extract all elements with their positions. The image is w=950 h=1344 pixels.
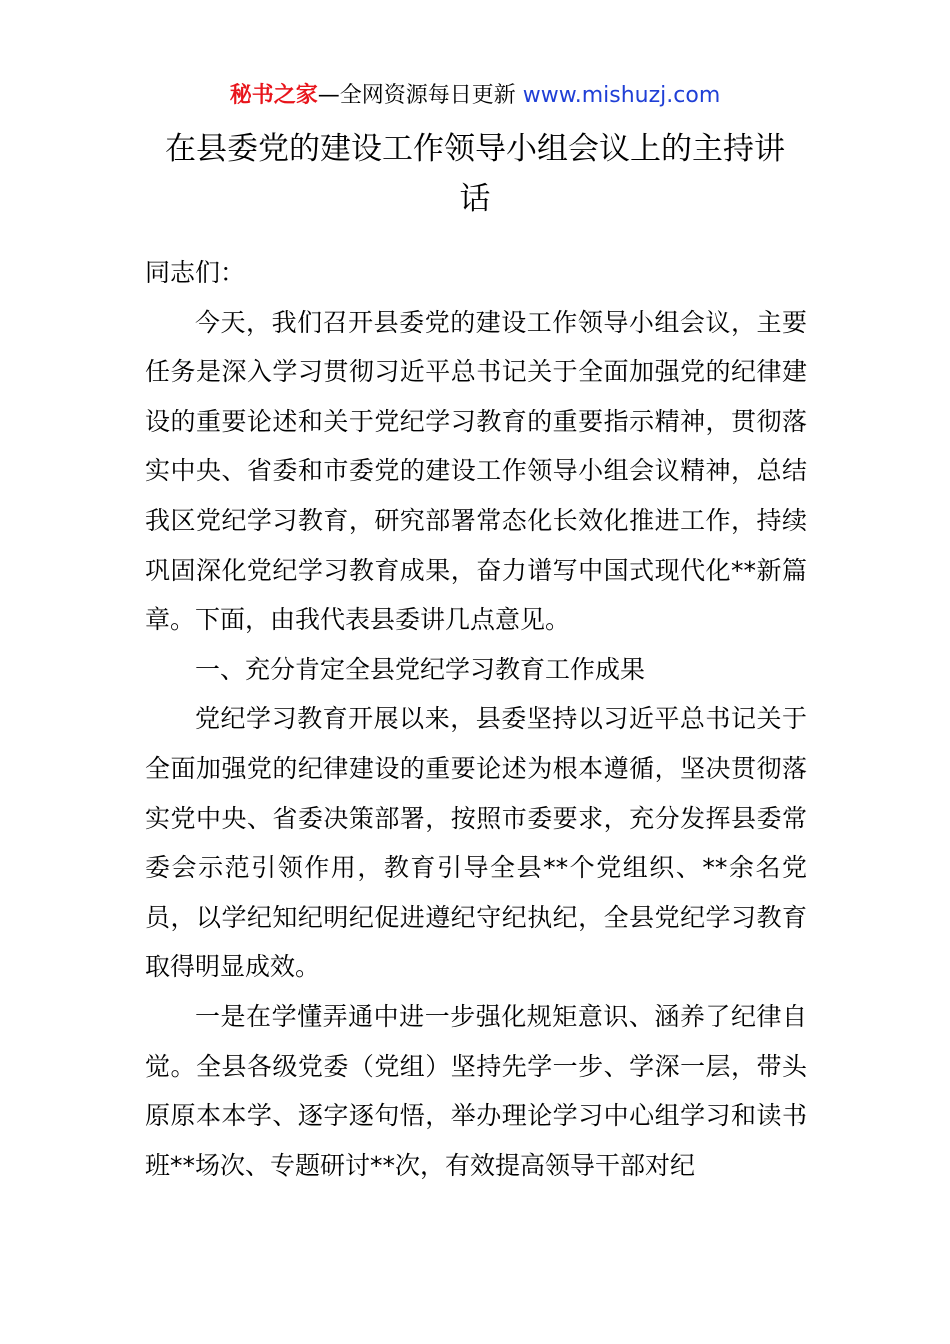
- document-body: [145, 248, 807, 1190]
- section-heading-1: 一、充分肯定全县党纪学习教育工作成果: [195, 654, 646, 684]
- site-url-link[interactable]: www.mishuzj.com: [522, 83, 721, 108]
- salutation: 同志们：: [145, 258, 246, 287]
- paragraph-point-1: 一是在学懂弄通中进一步强化规矩意识、涵养了纪律自觉。全县各级党委（党组）坚持先学一步、学深一层，带头原原本本学、逐字逐句悟，举办理论学习中心组学习和读书班**场次、专题研讨**次，有效提高领导干部对纪: [145, 1001, 807, 1180]
- paragraph-achievements: 党纪学习教育开展以来，县委坚持以习近平总书记关于全面加强党的纪律建设的重要论述为根本遵循，坚决贯彻落实党中央、省委决策部署，按照市委要求，充分发挥县委常委会示范引领作用，教育引导全县**个党组织、**余名党员，以学纪知纪明纪促进遵纪守纪执纪，全县党纪学习教育取得明显成效。: [145, 704, 807, 982]
- document-title: 在县委党的建设工作领导小组会议上的主持讲话: [165, 131, 785, 217]
- paragraph-intro: 今天，我们召开县委党的建设工作领导小组会议，主要任务是深入学习贯彻习近平总书记关于全面加强党的纪律建设的重要论述和关于党纪学习教育的重要指示精神，贯彻落实中央、省委和市委党的建设工作领导小组会议精神，总结我区党纪学习教育，研究部署常态化长效化推进工作，持续巩固深化党纪学习教育成果，奋力谱写中国式现代化**新篇章。下面，由我代表县委讲几点意见。: [145, 307, 807, 635]
- site-slogan: —全网资源每日更新: [317, 83, 516, 108]
- site-header: [0, 78, 950, 114]
- site-brand: 秘书之家: [229, 83, 318, 108]
